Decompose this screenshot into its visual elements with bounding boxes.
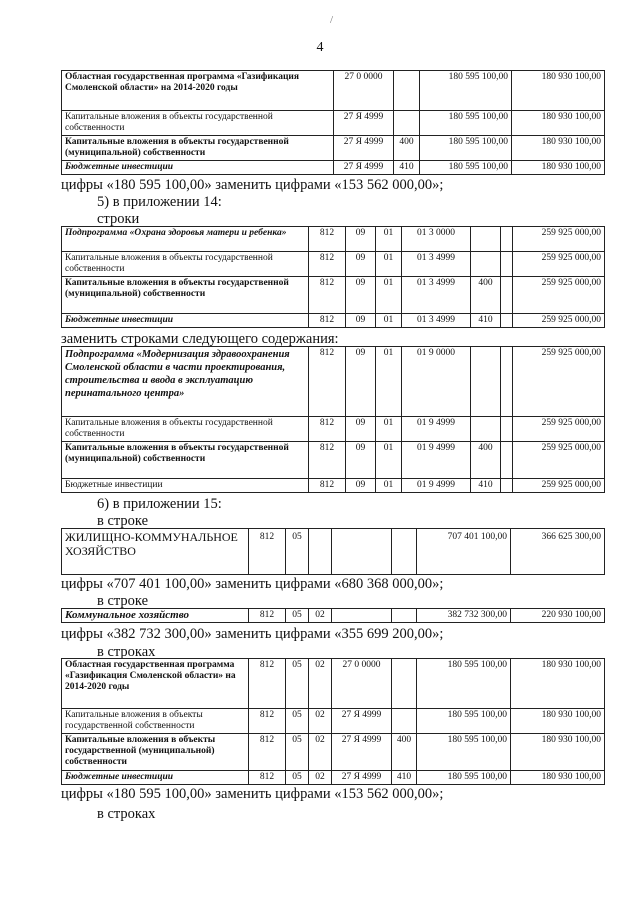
cell-pr: 01 (376, 417, 402, 442)
cell-sum-2: 220 930 100,00 (511, 609, 605, 623)
cell-sum: 259 925 000,00 (513, 227, 605, 252)
table-perinatal-center (61, 346, 605, 493)
cell-csr: 27 Я 4999 (334, 111, 394, 136)
replace-instruction: цифры «707 401 100,00» заменить цифрами «680 368 000,00»; (61, 576, 444, 592)
cell-rz: 09 (346, 227, 376, 252)
cell-empty (501, 347, 513, 417)
cell-name: Подпрограмма «Модернизация здравоохранения Смоленской области в части проектирования, строительства и ввода в эксплуатацию перинатального центра» (62, 347, 309, 417)
row-label: в строке (97, 513, 149, 529)
cell-grbs: 812 (309, 479, 346, 493)
cell-sum-1: 180 595 100,00 (417, 771, 511, 785)
cell-grbs: 812 (309, 227, 346, 252)
table-row (62, 659, 605, 709)
table-gasification-program-2 (61, 658, 605, 785)
cell-rz: 05 (286, 659, 309, 709)
table-row (62, 161, 605, 175)
cell-pr: 02 (309, 609, 332, 623)
cell-vr (394, 111, 420, 136)
cell-sum-1: 707 401 100,00 (417, 529, 511, 575)
cell-sum: 259 925 000,00 (513, 347, 605, 417)
cell-empty (501, 227, 513, 252)
table-row (62, 252, 605, 277)
cell-pr: 01 (376, 479, 402, 493)
table-row (62, 734, 605, 771)
cell-csr: 27 0 0000 (334, 71, 394, 111)
cell-csr (332, 609, 392, 623)
cell-csr: 01 3 0000 (402, 227, 471, 252)
table-row (62, 529, 605, 575)
cell-sum-2: 180 930 100,00 (511, 659, 605, 709)
cell-grbs: 812 (309, 347, 346, 417)
cell-sum-2: 366 625 300,00 (511, 529, 605, 575)
cell-csr: 01 3 4999 (402, 277, 471, 314)
cell-name: Бюджетные инвестиции (62, 479, 309, 493)
cell-grbs: 812 (309, 442, 346, 479)
cell-pr (309, 529, 332, 575)
cell-sum: 259 925 000,00 (513, 314, 605, 328)
cell-vr (392, 609, 417, 623)
table-row (62, 442, 605, 479)
table-row (62, 609, 605, 623)
cell-vr (392, 659, 417, 709)
cell-empty (501, 277, 513, 314)
cell-name: Капитальные вложения в объекты государственной (муниципальной) собственности (62, 136, 334, 161)
cell-pr: 01 (376, 347, 402, 417)
rows-label: в строках (97, 644, 156, 660)
cell-grbs: 812 (249, 734, 286, 771)
cell-pr: 01 (376, 277, 402, 314)
cell-sum-2: 180 930 100,00 (512, 136, 605, 161)
cell-vr: 410 (394, 161, 420, 175)
cell-pr: 02 (309, 659, 332, 709)
cell-name: Областная государственная программа «Газификация Смоленской области» на 2014-2020 годы (62, 659, 249, 709)
rows-label: строки (97, 211, 140, 227)
table-housing-utilities (61, 528, 605, 575)
cell-empty (501, 442, 513, 479)
appendix-heading: 6) в приложении 15: (97, 496, 222, 512)
cell-name: Бюджетные инвестиции (62, 314, 309, 328)
cell-rz: 09 (346, 417, 376, 442)
cell-sum: 259 925 000,00 (513, 252, 605, 277)
row-label: в строке (97, 593, 149, 609)
table-row (62, 771, 605, 785)
cell-vr (471, 347, 501, 417)
cell-empty (501, 252, 513, 277)
table-row (62, 111, 605, 136)
cell-rz: 09 (346, 252, 376, 277)
cell-grbs: 812 (249, 529, 286, 575)
cell-vr: 400 (471, 442, 501, 479)
cell-name: Капитальные вложения в объекты государственной собственности (62, 252, 309, 277)
cell-name: Капитальные вложения в объекты государственной собственности (62, 709, 249, 734)
appendix-heading: 5) в приложении 14: (97, 194, 222, 210)
table-row (62, 314, 605, 328)
cell-rz: 09 (346, 277, 376, 314)
cell-rz: 05 (286, 771, 309, 785)
replace-instruction: цифры «180 595 100,00» заменить цифрами «153 562 000,00»; (61, 786, 444, 802)
cell-grbs: 812 (309, 277, 346, 314)
table-row (62, 227, 605, 252)
cell-grbs: 812 (249, 709, 286, 734)
replace-rows-instruction: заменить строками следующего содержания: (61, 331, 339, 347)
cell-sum-1: 180 595 100,00 (417, 734, 511, 771)
cell-csr: 01 3 4999 (402, 314, 471, 328)
cell-empty (501, 314, 513, 328)
cell-csr: 27 Я 4999 (332, 771, 392, 785)
cell-pr: 02 (309, 709, 332, 734)
cell-grbs: 812 (249, 659, 286, 709)
cell-sum-1: 180 595 100,00 (420, 111, 512, 136)
cell-name: ЖИЛИЩНО-КОММУНАЛЬНОЕ ХОЗЯЙСТВО (62, 529, 249, 575)
cell-pr: 01 (376, 252, 402, 277)
cell-grbs: 812 (309, 252, 346, 277)
cell-csr: 27 Я 4999 (334, 136, 394, 161)
cell-name: Коммунальное хозяйство (62, 609, 249, 623)
cell-vr (471, 252, 501, 277)
cell-csr: 27 Я 4999 (332, 709, 392, 734)
cell-name: Капитальные вложения в объекты государственной (муниципальной) собственности (62, 277, 309, 314)
cell-name: Подпрограмма «Охрана здоровья матери и ребенка» (62, 227, 309, 252)
cell-sum-1: 180 595 100,00 (417, 659, 511, 709)
cell-pr: 01 (376, 314, 402, 328)
cell-rz: 05 (286, 734, 309, 771)
cell-vr: 410 (471, 479, 501, 493)
replace-instruction: цифры «180 595 100,00» заменить цифрами «153 562 000,00»; (61, 177, 444, 193)
cell-vr (392, 529, 417, 575)
cell-rz: 09 (346, 314, 376, 328)
cell-vr (392, 709, 417, 734)
table-row (62, 417, 605, 442)
cell-vr: 400 (471, 277, 501, 314)
cell-vr: 410 (392, 771, 417, 785)
cell-sum-2: 180 930 100,00 (511, 734, 605, 771)
cell-sum-2: 180 930 100,00 (512, 161, 605, 175)
cell-csr: 01 9 4999 (402, 417, 471, 442)
cell-csr: 27 0 0000 (332, 659, 392, 709)
cell-vr (394, 71, 420, 111)
cell-sum: 259 925 000,00 (513, 442, 605, 479)
cell-name: Капитальные вложения в объекты государственной (муниципальной) собственности (62, 734, 249, 771)
cell-pr: 02 (309, 771, 332, 785)
cell-pr: 01 (376, 442, 402, 479)
cell-vr: 400 (394, 136, 420, 161)
cell-grbs: 812 (309, 417, 346, 442)
table-row (62, 479, 605, 493)
table-maternal-health (61, 226, 605, 328)
cell-vr (471, 417, 501, 442)
cell-grbs: 812 (249, 609, 286, 623)
cell-sum: 259 925 000,00 (513, 277, 605, 314)
cell-sum-1: 180 595 100,00 (420, 136, 512, 161)
cell-name: Капитальные вложения в объекты государственной собственности (62, 417, 309, 442)
cell-csr: 27 Я 4999 (332, 734, 392, 771)
table-row (62, 71, 605, 111)
cell-rz: 09 (346, 347, 376, 417)
cell-sum-2: 180 930 100,00 (511, 771, 605, 785)
cell-rz: 05 (286, 709, 309, 734)
cell-rz: 09 (346, 479, 376, 493)
cell-rz: 09 (346, 442, 376, 479)
cell-sum-1: 180 595 100,00 (420, 71, 512, 111)
cell-name: Бюджетные инвестиции (62, 161, 334, 175)
cell-sum: 259 925 000,00 (513, 479, 605, 493)
cell-sum-1: 382 732 300,00 (417, 609, 511, 623)
cell-grbs: 812 (309, 314, 346, 328)
cell-sum-1: 180 595 100,00 (420, 161, 512, 175)
table-row (62, 347, 605, 417)
cell-name: Капитальные вложения в объекты государственной (муниципальной) собственности (62, 442, 309, 479)
replace-instruction: цифры «382 732 300,00» заменить цифрами «355 699 200,00»; (61, 626, 444, 642)
cell-csr: 01 3 4999 (402, 252, 471, 277)
cell-rz: 05 (286, 609, 309, 623)
table-row (62, 136, 605, 161)
page-number: 4 (316, 40, 324, 55)
cell-sum: 259 925 000,00 (513, 417, 605, 442)
top-mark: / (330, 14, 334, 26)
table-row (62, 709, 605, 734)
cell-rz: 05 (286, 529, 309, 575)
cell-name: Областная государственная программа «Газификация Смоленской области» на 2014-2020 годы (62, 71, 334, 111)
cell-pr: 02 (309, 734, 332, 771)
table-gasification-program (61, 70, 605, 175)
cell-sum-2: 180 930 100,00 (512, 71, 605, 111)
cell-name: Бюджетные инвестиции (62, 771, 249, 785)
cell-sum-2: 180 930 100,00 (511, 709, 605, 734)
cell-empty (501, 417, 513, 442)
cell-vr (471, 227, 501, 252)
cell-name: Капитальные вложения в объекты государственной собственности (62, 111, 334, 136)
table-communal-economy (61, 608, 605, 623)
cell-csr (332, 529, 392, 575)
cell-csr: 01 9 0000 (402, 347, 471, 417)
cell-sum-2: 180 930 100,00 (512, 111, 605, 136)
cell-csr: 01 9 4999 (402, 442, 471, 479)
cell-vr: 410 (471, 314, 501, 328)
cell-csr: 01 9 4999 (402, 479, 471, 493)
cell-grbs: 812 (249, 771, 286, 785)
cell-vr: 400 (392, 734, 417, 771)
table-row (62, 277, 605, 314)
cell-pr: 01 (376, 227, 402, 252)
rows-label: в строках (97, 806, 156, 822)
cell-empty (501, 479, 513, 493)
cell-sum-1: 180 595 100,00 (417, 709, 511, 734)
cell-csr: 27 Я 4999 (334, 161, 394, 175)
